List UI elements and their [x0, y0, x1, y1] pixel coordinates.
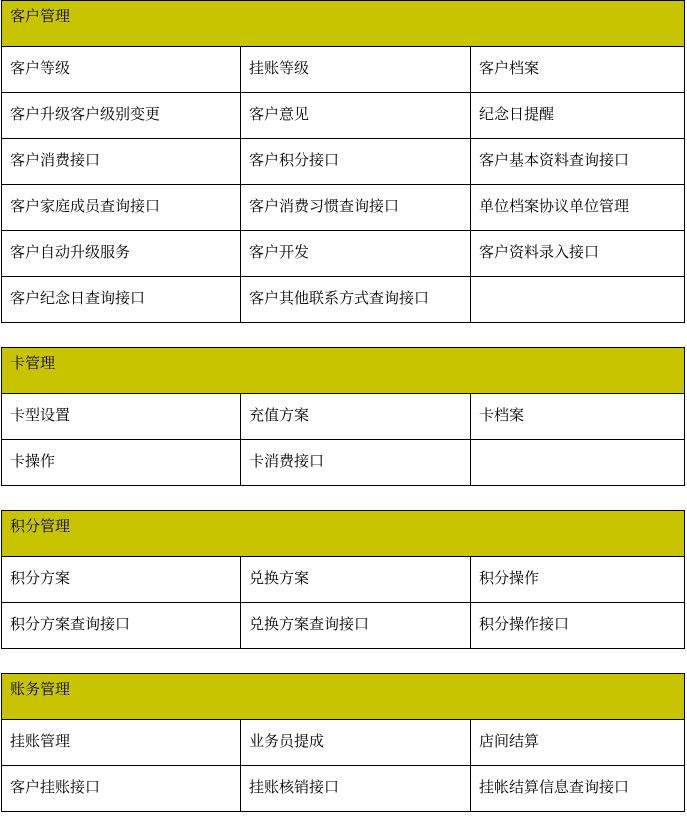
table-cell: 客户等级 — [2, 47, 241, 93]
table-row — [2, 557, 685, 603]
table-cell: 积分方案查询接口 — [2, 603, 241, 649]
card-management-table — [1, 347, 685, 486]
section-title: 积分管理 — [2, 511, 685, 557]
section-header-row — [2, 511, 685, 557]
section-title: 卡管理 — [2, 348, 685, 394]
section-header-row — [2, 348, 685, 394]
table-row — [2, 185, 685, 231]
table-row — [2, 231, 685, 277]
table-cell: 卡操作 — [2, 440, 241, 486]
table-cell: 挂账等级 — [241, 47, 471, 93]
section-title: 账务管理 — [2, 674, 685, 720]
table-cell: 客户挂账接口 — [2, 766, 241, 812]
table-cell: 卡档案 — [471, 394, 685, 440]
table-cell: 挂账核销接口 — [241, 766, 471, 812]
table-cell: 客户其他联系方式查询接口 — [241, 277, 471, 323]
table-row — [2, 766, 685, 812]
table-cell: 挂帐结算信息查询接口 — [471, 766, 685, 812]
table-cell: 客户开发 — [241, 231, 471, 277]
table-row — [2, 139, 685, 185]
table-cell: 客户积分接口 — [241, 139, 471, 185]
table-cell: 卡型设置 — [2, 394, 241, 440]
table-cell: 兑换方案查询接口 — [241, 603, 471, 649]
table-cell-empty — [471, 440, 685, 486]
section-header-row — [2, 674, 685, 720]
table-row — [2, 440, 685, 486]
table-cell: 挂账管理 — [2, 720, 241, 766]
table-cell: 客户自动升级服务 — [2, 231, 241, 277]
table-cell: 客户纪念日查询接口 — [2, 277, 241, 323]
table-cell: 积分方案 — [2, 557, 241, 603]
table-cell: 客户升级客户级别变更 — [2, 93, 241, 139]
table-cell-empty — [471, 277, 685, 323]
table-cell: 单位档案协议单位管理 — [471, 185, 685, 231]
table-row — [2, 47, 685, 93]
table-cell: 积分操作 — [471, 557, 685, 603]
table-cell: 客户档案 — [471, 47, 685, 93]
section-header-row — [2, 1, 685, 47]
accounts-management-table — [1, 673, 685, 812]
section-gap — [1, 486, 684, 510]
table-row — [2, 603, 685, 649]
points-management-table — [1, 510, 685, 649]
table-cell: 客户基本资料查询接口 — [471, 139, 685, 185]
table-cell: 纪念日提醒 — [471, 93, 685, 139]
table-cell: 客户消费接口 — [2, 139, 241, 185]
table-cell: 积分操作接口 — [471, 603, 685, 649]
table-cell: 客户资料录入接口 — [471, 231, 685, 277]
table-cell: 客户意见 — [241, 93, 471, 139]
table-row — [2, 277, 685, 323]
module-sections — [1, 0, 684, 812]
table-cell: 兑换方案 — [241, 557, 471, 603]
section-title: 客户管理 — [2, 1, 685, 47]
table-cell: 充值方案 — [241, 394, 471, 440]
table-cell: 卡消费接口 — [241, 440, 471, 486]
table-cell: 客户消费习惯查询接口 — [241, 185, 471, 231]
table-row — [2, 720, 685, 766]
section-gap — [1, 649, 684, 673]
table-cell: 客户家庭成员查询接口 — [2, 185, 241, 231]
table-cell: 店间结算 — [471, 720, 685, 766]
table-cell: 业务员提成 — [241, 720, 471, 766]
section-gap — [1, 323, 684, 347]
table-row — [2, 93, 685, 139]
customer-management-table — [1, 0, 685, 323]
table-row — [2, 394, 685, 440]
